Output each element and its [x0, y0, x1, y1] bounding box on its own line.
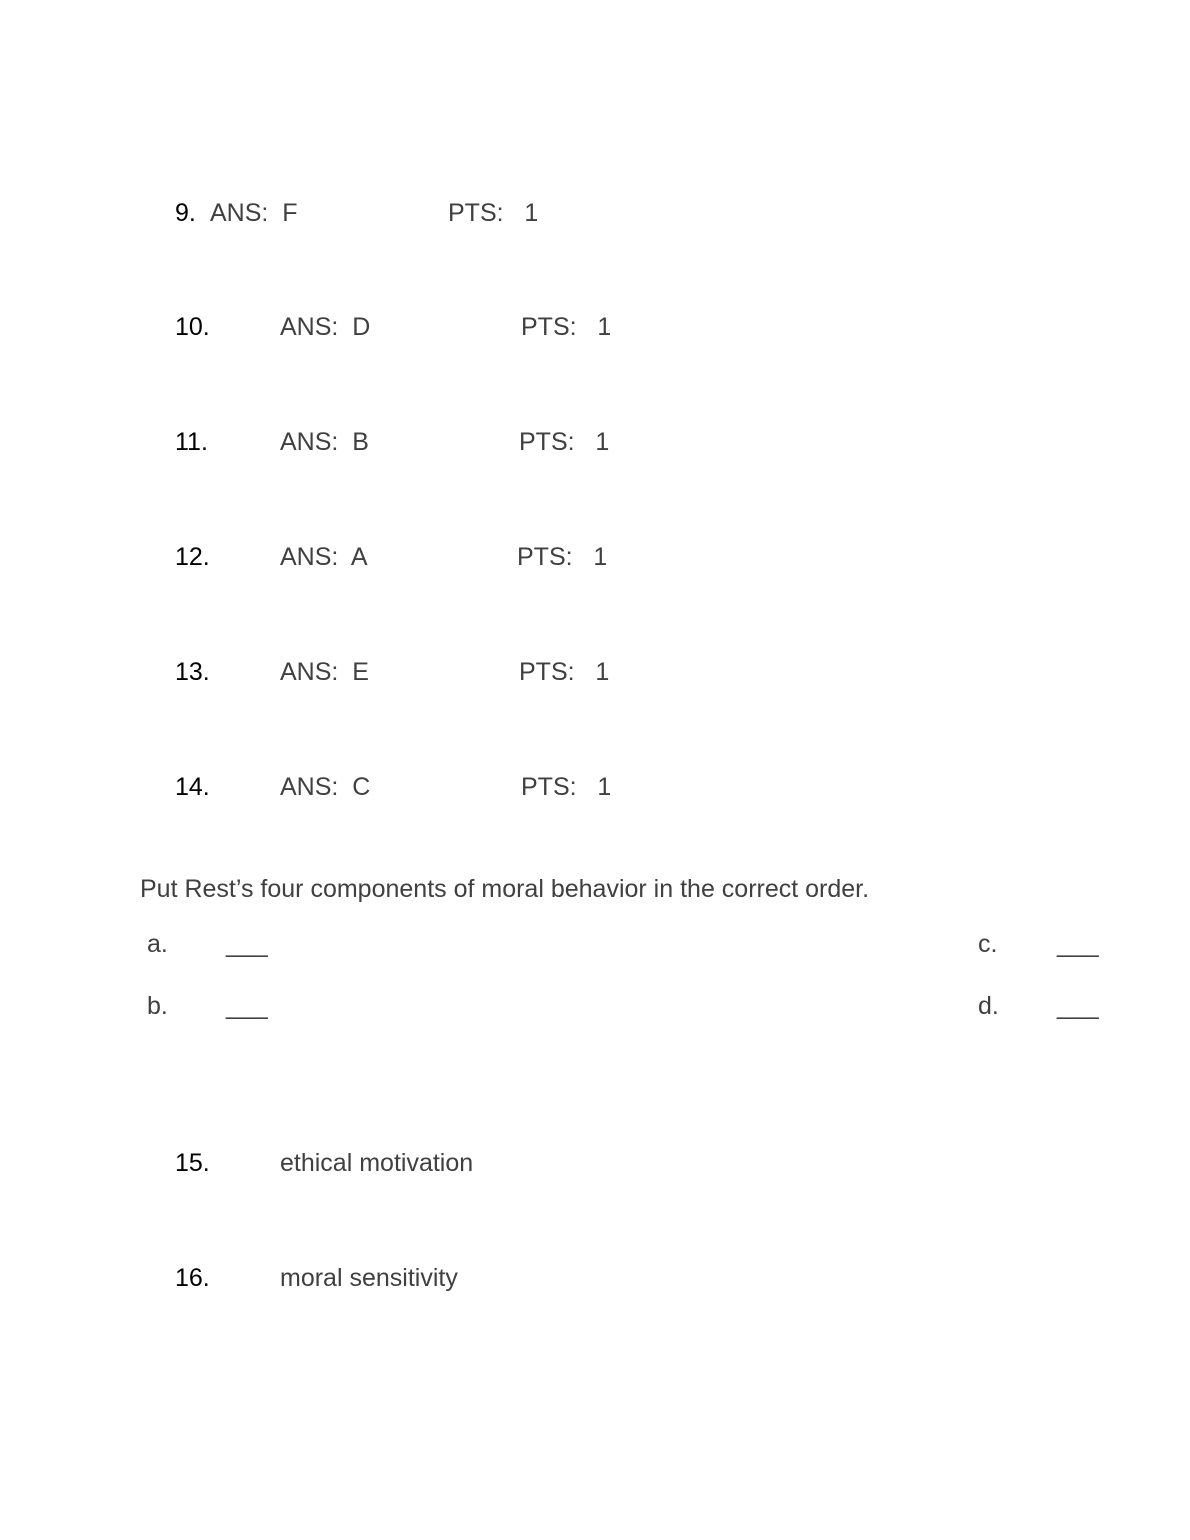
points-label: PTS: 1: [519, 658, 610, 686]
item-number: 9.: [175, 199, 196, 227]
item-number: 10.: [175, 313, 210, 341]
option-letter-d: d.: [978, 992, 999, 1020]
answer-label: ANS: D: [280, 313, 371, 341]
option-blank-d: ___: [1057, 992, 1099, 1020]
option-letter-a: a.: [147, 930, 168, 958]
item-number: 14.: [175, 773, 210, 801]
item-number: 11.: [175, 428, 208, 456]
answer-label: ANS: B: [280, 428, 369, 456]
points-label: PTS: 1: [521, 313, 612, 341]
option-letter-c: c.: [978, 930, 998, 958]
option-blank-b: ___: [226, 992, 268, 1020]
item-text: ethical motivation: [280, 1149, 474, 1177]
option-letter-b: b.: [147, 992, 168, 1020]
points-label: PTS: 1: [448, 199, 539, 227]
question-prompt: Put Rest’s four components of moral behavior in the correct order.: [140, 875, 870, 903]
answer-label: ANS: E: [280, 658, 369, 686]
item-text: moral sensitivity: [280, 1264, 458, 1292]
item-number: 12.: [175, 543, 210, 571]
answer-label: ANS: F: [210, 199, 298, 227]
option-blank-c: ___: [1057, 930, 1099, 958]
points-label: PTS: 1: [519, 428, 610, 456]
item-number: 13.: [175, 658, 210, 686]
option-blank-a: ___: [226, 930, 268, 958]
answer-label: ANS: A: [280, 543, 368, 571]
item-number: 16.: [175, 1264, 210, 1292]
points-label: PTS: 1: [517, 543, 608, 571]
item-number: 15.: [175, 1149, 210, 1177]
answer-label: ANS: C: [280, 773, 371, 801]
points-label: PTS: 1: [521, 773, 612, 801]
